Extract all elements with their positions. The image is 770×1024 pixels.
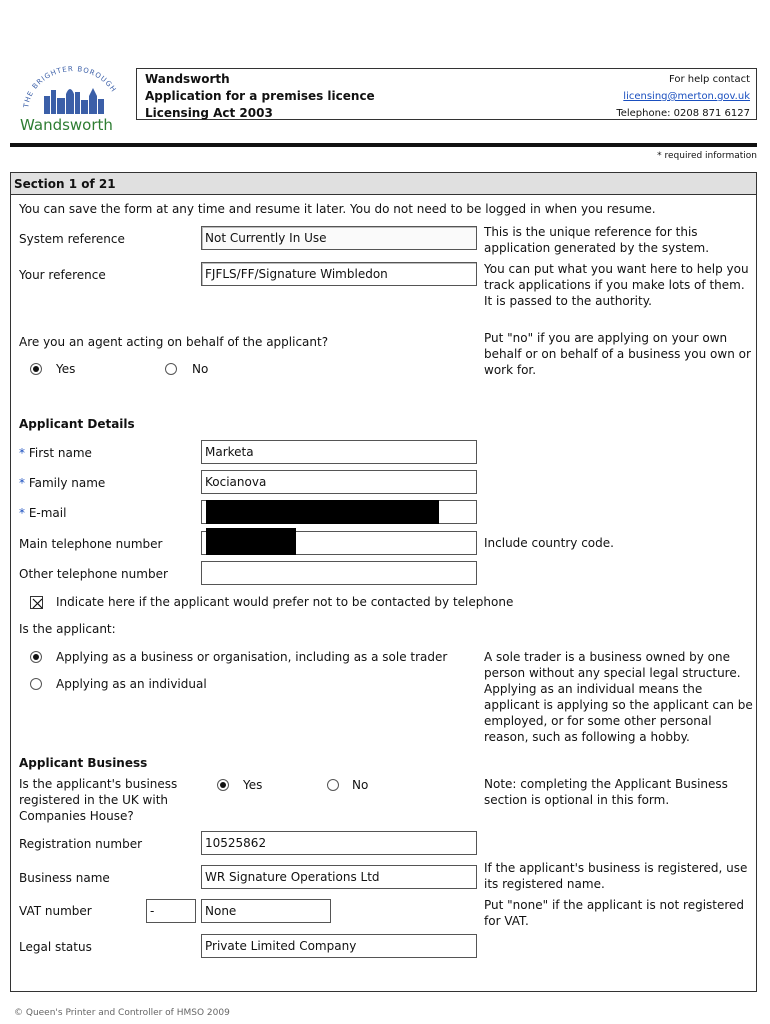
- applicant-type-question: Is the applicant:: [19, 622, 116, 636]
- applicant-individual-label[interactable]: Applying as an individual: [56, 677, 207, 691]
- no-phone-contact-label: Indicate here if the applicant would prefer not to be contacted by telephone: [56, 595, 514, 609]
- other-phone-input[interactable]: [201, 561, 477, 585]
- first-name-label: * First name: [19, 446, 92, 460]
- family-name-input[interactable]: Kocianova: [201, 470, 477, 494]
- business-registered-yes-label[interactable]: Yes: [243, 778, 263, 792]
- your-reference-help: You can put what you want here to help you track applications if you make lots of them. It is passed to the authority.: [484, 262, 749, 308]
- footer-copyright: © Queen's Printer and Controller of HMSO 2009: [14, 1008, 230, 1018]
- system-reference-help: This is the unique reference for this application generated by the system.: [484, 225, 710, 255]
- legal-status-input[interactable]: Private Limited Company: [201, 934, 477, 958]
- help-email-link[interactable]: licensing@merton.gov.uk: [623, 91, 750, 102]
- legal-status-label: Legal status: [19, 940, 92, 954]
- business-name-input[interactable]: WR Signature Operations Ltd: [201, 865, 477, 889]
- section-intro: You can save the form at any time and resume it later. You do not need to be logged in when you resume.: [19, 202, 656, 216]
- wandsworth-logo: [14, 66, 136, 136]
- header-org: Wandsworth: [145, 72, 230, 86]
- applicant-business-radio[interactable]: [30, 651, 42, 663]
- business-name-help: If the applicant's business is registered, use its registered name.: [484, 861, 748, 891]
- header-rule: [10, 143, 757, 147]
- checkmark-x-icon: [31, 597, 44, 610]
- agent-yes-radio[interactable]: [30, 363, 42, 375]
- help-contact: [616, 71, 750, 122]
- agent-no-radio[interactable]: [165, 363, 177, 375]
- email-label: * E-mail: [19, 506, 67, 520]
- applicant-type-help: A sole trader is a business owned by one person without any special legal structure. Applying as an individual means the applicant is applying so the applicant can be employed, or for some other personal reason, such as following a hobby.: [484, 650, 753, 744]
- business-registered-question: Is the applicant's business registered in the UK with Companies House?: [19, 777, 178, 823]
- logo-arc-text: THE BRIGHTER BOROUGH: [22, 66, 118, 109]
- vat-number-input[interactable]: None: [201, 899, 331, 923]
- header-titles: [145, 71, 375, 122]
- required-star: *: [19, 476, 25, 490]
- vat-prefix-input[interactable]: -: [146, 899, 196, 923]
- agent-question: Are you an agent acting on behalf of the applicant?: [19, 335, 329, 349]
- help-label: For help contact: [668, 74, 750, 85]
- business-name-label: Business name: [19, 871, 110, 885]
- applicant-business-heading: Applicant Business: [19, 756, 148, 770]
- phone-redaction: [206, 528, 296, 555]
- business-registered-help: Note: completing the Applicant Business section is optional in this form.: [484, 777, 728, 807]
- agent-help: Put "no" if you are applying on your own behalf or on behalf of a business you own or work for.: [484, 331, 751, 377]
- system-reference-label: System reference: [19, 232, 125, 246]
- required-star: *: [19, 506, 25, 520]
- your-reference-label: Your reference: [19, 268, 106, 282]
- header-act: Licensing Act 2003: [145, 106, 273, 120]
- system-reference-field: Not Currently In Use: [201, 226, 477, 250]
- help-phone: Telephone: 0208 871 6127: [616, 108, 750, 119]
- first-name-input[interactable]: Marketa: [201, 440, 477, 464]
- your-reference-input[interactable]: FJFLS/FF/Signature Wimbledon: [201, 262, 477, 286]
- required-note: * required information: [657, 151, 757, 161]
- agent-no-label[interactable]: No: [192, 362, 209, 376]
- section-title: Section 1 of 21: [11, 173, 756, 195]
- other-phone-label: Other telephone number: [19, 567, 168, 581]
- main-phone-help: Include country code.: [484, 536, 614, 550]
- section-1: [10, 172, 757, 992]
- business-registered-yes-radio[interactable]: [217, 779, 229, 791]
- no-phone-contact-checkbox[interactable]: [30, 596, 43, 609]
- business-registered-no-radio[interactable]: [327, 779, 339, 791]
- header-title: Application for a premises licence: [145, 89, 375, 103]
- logo-wordmark: Wandsworth: [20, 116, 113, 134]
- business-registered-no-label[interactable]: No: [352, 778, 369, 792]
- applicant-individual-radio[interactable]: [30, 678, 42, 690]
- vat-number-label: VAT number: [19, 904, 92, 918]
- family-name-label: * Family name: [19, 476, 106, 490]
- registration-number-label: Registration number: [19, 837, 143, 851]
- registration-number-input[interactable]: 10525862: [201, 831, 477, 855]
- agent-yes-label[interactable]: Yes: [56, 362, 76, 376]
- email-redaction: [206, 500, 439, 524]
- required-star: *: [19, 446, 25, 460]
- applicant-business-label[interactable]: Applying as a business or organisation, including as a sole trader: [56, 650, 448, 664]
- vat-help: Put "none" if the applicant is not registered for VAT.: [484, 898, 745, 928]
- main-phone-label: Main telephone number: [19, 537, 163, 551]
- applicant-details-heading: Applicant Details: [19, 417, 135, 431]
- header-box: [136, 68, 757, 120]
